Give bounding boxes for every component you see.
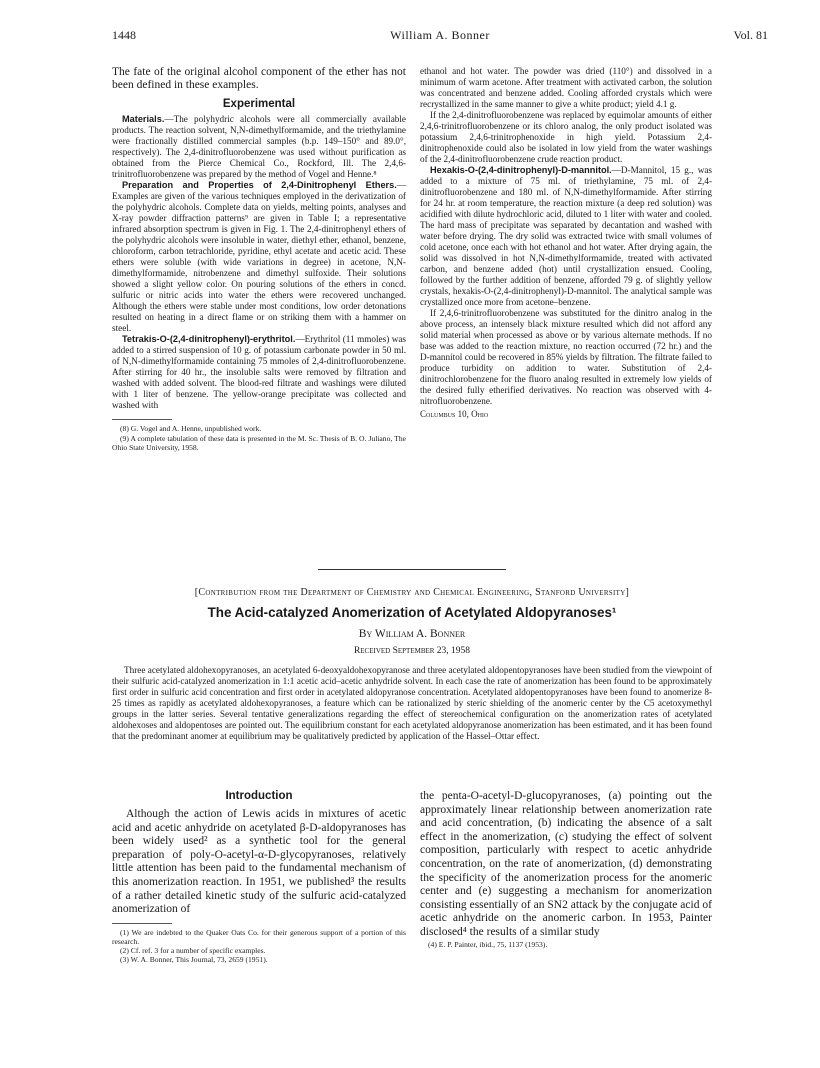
intro-paragraph-right: the penta-O-acetyl-D-glucopyranoses, (a) pointing out the approximately linear relationship between anomerization rate and acid concentration, (b) indicating the absence of a salt effect in the anomerization, (c) studying the effect of solvent composition, particularly with respect to acetic anhydride concentration, on the rate of anomerization, (d) demonstrating the specificity of the anomerization process for the anomeric center and (e) suggesting a mechanism for anomerization consisting essentially of an SN2 attack by the conjugate acid of acetic anhydride on the anomeric carbon. In 1953, Painter disclosed⁴ the results of a similar study	[420, 790, 712, 938]
right-column-lower	[420, 790, 712, 949]
footnote-4: (4) E. P. Painter, ibid., 75, 1137 (1953).	[428, 939, 548, 949]
tetrakis-text: —Erythritol (11 mmoles) was added to a stirred suspension of 10 g. of potassium carbonate powder in 50 ml. of N,N-dimethylformamide containing 75 mmoles of 2,4-dinitrofluorobenzene. After stirring for 40 hr., the insoluble salts were removed by filtration and washed with added solvent. The blood-red filtrate and washings were diluted with 1 liter of benzene. The yellow-orange precipitate was collected and washed with	[112, 334, 406, 411]
experimental-heading: Experimental	[222, 98, 296, 111]
footnote-9: (9) A complete tabulation of these data is presented in the M. Sc. Thesis of B. O. Juliano, The Ohio State University, 1958.	[112, 433, 406, 452]
article-title: The Acid-catalyzed Anomerization of Acetylated Aldopyranoses¹	[207, 605, 617, 620]
right-column-upper	[420, 66, 712, 419]
byline: By William A. Bonner	[358, 628, 466, 640]
materials-text: —The polyhydric alcohols were all commercially available products. The reaction solvent, N,N-dimethylformamide, and the triethylamine were fractionally distilled commercial samples (b.p. 149–150° and 89.0°, respectively). The 2,4-dinitrofluorobenzene was used without purification as obtained from the Pierce Chemical Co., Rockford, Ill. The 2,4,6-trinitrofluorobenzene was prepared by the method of Vogel and Henne.⁸	[112, 114, 406, 180]
footnote-8: (8) G. Vogel and A. Henne, unpublished work.	[120, 424, 262, 434]
hexakis-text: —D-Mannitol, 15 g., was added to a mixture of 75 ml. of triethylamine, 75 ml. of 2,4-dinitrofluorobenzene and 180 ml. of N,N-dimethylformamide. After stirring for 24 hr. at room temperature, the reaction mixture (a deep red solution) was acidified with dilute hydrochloric acid, diluted to 1 liter with water and cooled. The hard mass of precipitate was separated by decantation and washed with water before drying. The dry solid was extracted twice with small volumes of cold acetone, once each with hot ethanol and hot water. After drying again, the solid was dissolved in hot N,N-dimethylformamide, treated with activated carbon, and benzene added (hot) until crystallization ensued. Cooling, followed by the further addition of benzene, afforded 79 g. of slightly yellow crystals, hexakis-O-(2,4-dinitrophenyl)-D-mannitol. The analytical sample was crystallized once more from acetone–benzene.	[420, 165, 712, 307]
received-date: Received September 23, 1958	[353, 646, 471, 656]
location-line: Columbus 10, Ohio	[420, 409, 489, 419]
hexakis-head: Hexakis-O-(2,4-dinitrophenyl)-D-mannitol.	[430, 165, 612, 175]
contribution-line: [Contribution from the Department of Chemistry and Chemical Engineering, Stanford University]	[194, 587, 630, 598]
trinitro-paragraph: If the 2,4-dinitrofluorobenzene was replaced by equimolar amounts of either 2,4,6-trinitrofluorobenzene or its chloro analog, the only product isolated was potassium 2,4,6-trinitrophenoxide in high yield. Potassium 2,4-dinitrophenoxide could also be isolated in low yield from the water washings of the 2,4-dinitrofluorobenzene crude reaction product.	[420, 110, 712, 164]
continuation-paragraph: ethanol and hot water. The powder was dried (110°) and dissolved in a minimum of warm acetone. After treatment with activated carbon, the solution was concentrated and benzene added. Cooling afforded crystals which were recrystallized in the same manner to give a white product; yield 4.1 g.	[420, 66, 712, 109]
preparation-text: —Examples are given of the various techniques employed in the derivatization of the polyhydric alcohols. Complete data on yields, melting points, analyses and X-ray powder diffraction patterns⁹ are given in Table I; a representative infrared absorption spectrum is given in Fig. 1. The 2,4-dinitrophenyl ethers of the polyhydric alcohols were insoluble in water, diethyl ether, ethanol, benzene, chloroform, carbon tetrachloride, pyridine, ethyl acetate and acetic acid. These ethers were soluble (with wide variations in degree) in acetone, N,N-dimethylformamide, nitrobenzene and dimethyl sulfoxide. Their solutions showed a slight yellow color. On pouring solutions of the ethers in concd. sulfuric or nitric acids into water the ethers were recovered unchanged. Although the ethers were stable under most conditions, low order detonations resulted on heating in a direct flame or on striking them with a hammer on steel.	[112, 180, 406, 334]
materials-paragraph	[112, 114, 406, 180]
article-separator-rule	[318, 569, 506, 570]
footnote-rule	[112, 419, 172, 420]
preparation-head: Preparation and Properties of 2,4-Dinitrophenyl Ethers.	[122, 180, 397, 191]
running-author: William A. Bonner	[390, 28, 490, 42]
intro-paragraph-left: Although the action of Lewis acids in mixtures of acetic acid and acetic anhydride on acetylated β-D-aldopyranoses has been widely used² as a synthetic tool for the general preparation of poly-O-acetyl-α-D-glycopyranoses, relatively little attention has been paid to the fundamental mechanism of this anomerization reaction. In 1951, we published³ the results of a rather detailed kinetic study of the sulfuric acid-catalyzed anomerization of	[112, 808, 406, 916]
hexakis-paragraph	[420, 165, 712, 308]
abstract: Three acetylated aldohexopyranoses, an acetylated 6-deoxyaldohexopyranose and three acetylated aldopentopyranoses have been studied from the viewpoint of their sulfuric acid-catalyzed anomerization in 1:1 acetic acid–acetic anhydride solvent. In each case the rate of anomerization has been found to be approximately first order in sulfuric acid concentration and first order in acetylated aldopyranose concentration. Acetylated aldopentopyranoses have been found to anomerize 8-25 times as rapidly as acetylated aldohexopyranoses, a feature which can be rationalized by steric shielding of the anomeric center by the C5 acetoxymethyl groups in the latter series. Several tentative generalizations regarding the effect of stereochemical configuration on the anomerization rates of acetylated aldohexoses and aldopentoses are pointed out. The equilibrium constant for each acetylated aldopyranose anomerization has been estimated, and it has been found that the predominant anomer at equilibrium may be qualitatively predicted by application of the Hassel–Ottar effect.	[112, 665, 712, 741]
tetrakis-head: Tetrakis-O-(2,4-dinitrophenyl)-erythritol.	[122, 334, 296, 345]
page-number: 1448	[112, 28, 136, 42]
running-header	[112, 28, 768, 48]
preparation-paragraph	[112, 180, 406, 334]
tetrakis-paragraph	[112, 334, 406, 411]
introduction-heading: Introduction	[225, 790, 293, 802]
footnote-2: (2) Cf. ref. 3 for a number of specific examples.	[120, 946, 266, 956]
footnote-1: (1) We are indebted to the Quaker Oats Co. for their generous support of a portion of this research.	[112, 927, 406, 946]
substitution-paragraph: If 2,4,6-trinitrofluorobenzene was substituted for the dinitro analog in the above process, an intensely black mixture resulted which did not afford any solid material when processed as above or by various alternate methods. If no base was added to the reaction mixture, no reaction occurred (72 hr.) and the D-mannitol could be recovered in 85% yields by filtration. The filtrate failed to produce turbidity on addition to water. Substitution of 2,4-dinitrochlorobenzene for the fluoro analog resulted in extremely low yields of the desired fully etherified derivatives. No reaction was observed with 4-nitrofluorobenzene.	[420, 308, 712, 406]
footnote-3: (3) W. A. Bonner, This Journal, 73, 2659 (1951).	[120, 955, 268, 965]
lead-paragraph: The fate of the original alcohol component of the ether has not been defined in these examples.	[112, 66, 406, 92]
materials-head: Materials.	[122, 114, 165, 125]
volume-number: Vol. 81	[733, 28, 768, 42]
left-column-upper	[112, 66, 406, 452]
intro-footnote-rule	[112, 923, 172, 924]
left-column-lower	[112, 808, 406, 965]
